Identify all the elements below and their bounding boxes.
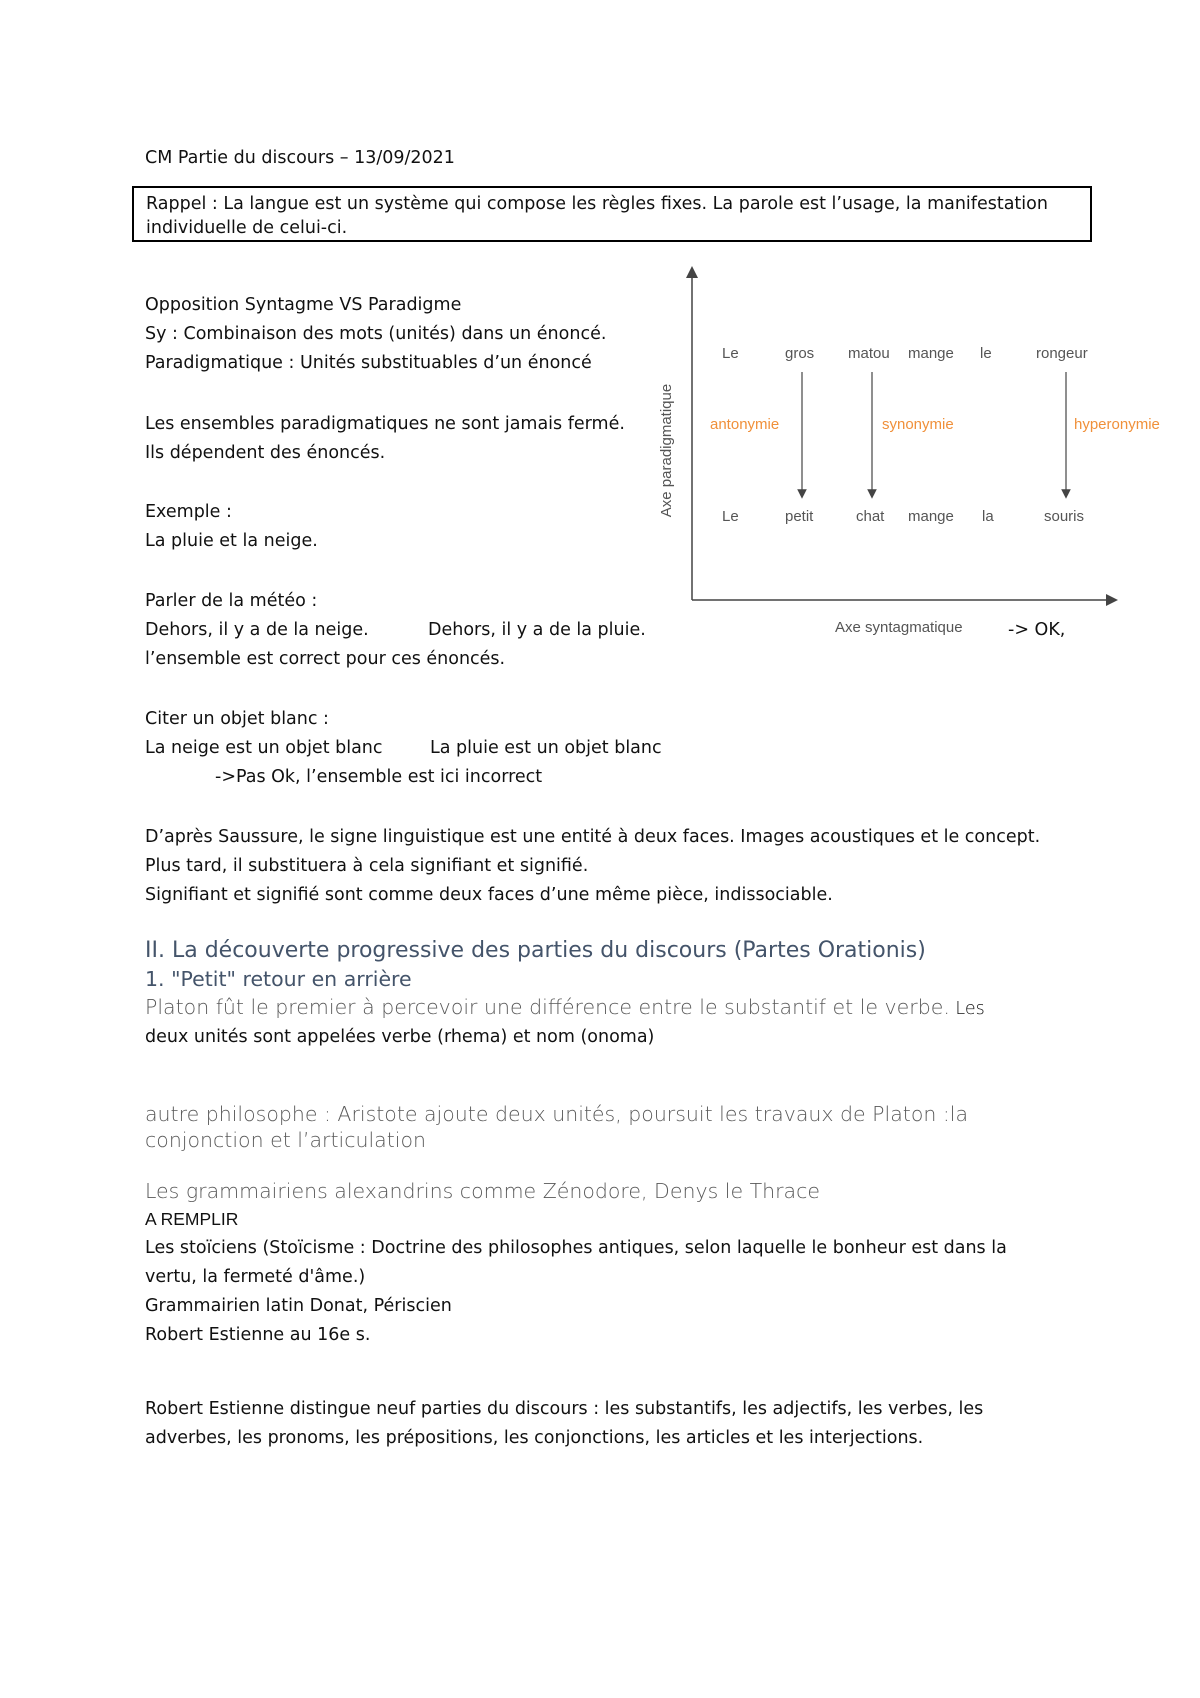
section-heading: II. La découverte progressive des parties du discours (Partes Orationis) <box>145 938 926 963</box>
top-word-rongeur: rongeur <box>1036 345 1088 362</box>
bottom-word-chat: chat <box>856 508 885 525</box>
ok-label: -> OK, <box>1008 620 1066 640</box>
bottom-word-le: Le <box>722 508 739 525</box>
relation-hyperonymie: hyperonymie <box>1074 416 1160 433</box>
saussure-line-3: Signifiant et signifié sont comme deux faces d’une même pièce, indissociable. <box>145 885 833 905</box>
aristote-line-2: conjonction et l’articulation <box>145 1128 426 1152</box>
alexandrins-line: Les grammairiens alexandrins comme Zénodore, Denys le Thrace <box>145 1179 820 1203</box>
exemple-text: La pluie et la neige. <box>145 531 318 551</box>
opposition-title: Opposition Syntagme VS Paradigme <box>145 295 462 315</box>
objet-label: Citer un objet blanc : <box>145 709 329 729</box>
meteo-conclusion: l’ensemble est correct pour ces énoncés. <box>145 649 506 669</box>
exemple-label: Exemple : <box>145 502 232 522</box>
top-word-matou: matou <box>848 345 890 362</box>
neuf-parties-line-2: adverbes, les pronoms, les prépositions, les conjonctions, les articles et les interjections. <box>145 1428 924 1448</box>
x-axis-label: Axe syntagmatique <box>835 619 963 636</box>
meteo-right: Dehors, il y a de la pluie. <box>428 620 646 640</box>
objet-conclusion: ->Pas Ok, l’ensemble est ici incorrect <box>215 767 543 787</box>
paradigmatique-definition: Paradigmatique : Unités substituables d’un énoncé <box>145 353 592 373</box>
top-word-le: Le <box>722 345 739 362</box>
bottom-word-mange: mange <box>908 508 954 525</box>
platon-dark-text: Les <box>949 999 985 1019</box>
platon-light-text: Platon fût le premier à percevoir une différence entre le substantif et le verbe. <box>145 995 950 1019</box>
objet-right: La pluie est un objet blanc <box>430 738 662 758</box>
subsection-title: 1. "Petit" retour en arrière <box>145 967 412 991</box>
platon-line-2: deux unités sont appelées verbe (rhema) et nom (onoma) <box>145 1027 655 1047</box>
bottom-word-souris: souris <box>1044 508 1085 525</box>
estienne-line: Robert Estienne au 16e s. <box>145 1325 371 1345</box>
objet-left: La neige est un objet blanc <box>145 738 383 758</box>
meteo-label: Parler de la météo : <box>145 591 318 611</box>
aristote-line-1: autre philosophe : Aristote ajoute deux unités, poursuit les travaux de Platon :la <box>145 1102 969 1126</box>
a-remplir: A REMPLIR <box>145 1209 239 1229</box>
stoiciens-line-1: Les stoïciens (Stoïcisme : Doctrine des philosophes antiques, selon laquelle le bonheur est dans la <box>145 1238 1007 1258</box>
document-title: CM Partie du discours – 13/09/2021 <box>145 148 455 168</box>
stoiciens-line-2: vertu, la fermeté d'âme.) <box>145 1267 366 1287</box>
ensembles-line-1: Les ensembles paradigmatiques ne sont jamais fermé. <box>145 414 625 434</box>
neuf-parties-line-1: Robert Estienne distingue neuf parties du discours : les substantifs, les adjectifs, les verbes, les <box>145 1399 984 1419</box>
donat-line: Grammairien latin Donat, Périscien <box>145 1296 452 1316</box>
rappel-line-1: Rappel : La langue est un système qui compose les règles fixes. La parole est l’usage, la manifestation <box>146 194 1048 214</box>
top-word-le2: le <box>980 345 992 362</box>
sy-definition: Sy : Combinaison des mots (unités) dans un énoncé. <box>145 324 607 344</box>
relation-antonymie: antonymie <box>710 416 780 433</box>
saussure-line-1: D’après Saussure, le signe linguistique est une entité à deux faces. Images acoustiques et le concept. <box>145 827 1041 847</box>
y-axis-label: Axe paradigmatique <box>658 383 676 518</box>
bottom-word-la: la <box>982 508 994 525</box>
top-word-gros: gros <box>785 345 815 362</box>
rappel-line-2: individuelle de celui-ci. <box>146 218 348 238</box>
bottom-word-petit: petit <box>785 508 814 525</box>
ensembles-line-2: Ils dépendent des énoncés. <box>145 443 386 463</box>
top-word-mange: mange <box>908 345 954 362</box>
saussure-line-2: Plus tard, il substituera à cela signifiant et signifié. <box>145 856 589 876</box>
relation-synonymie: synonymie <box>882 416 954 433</box>
meteo-left: Dehors, il y a de la neige. <box>145 620 369 640</box>
